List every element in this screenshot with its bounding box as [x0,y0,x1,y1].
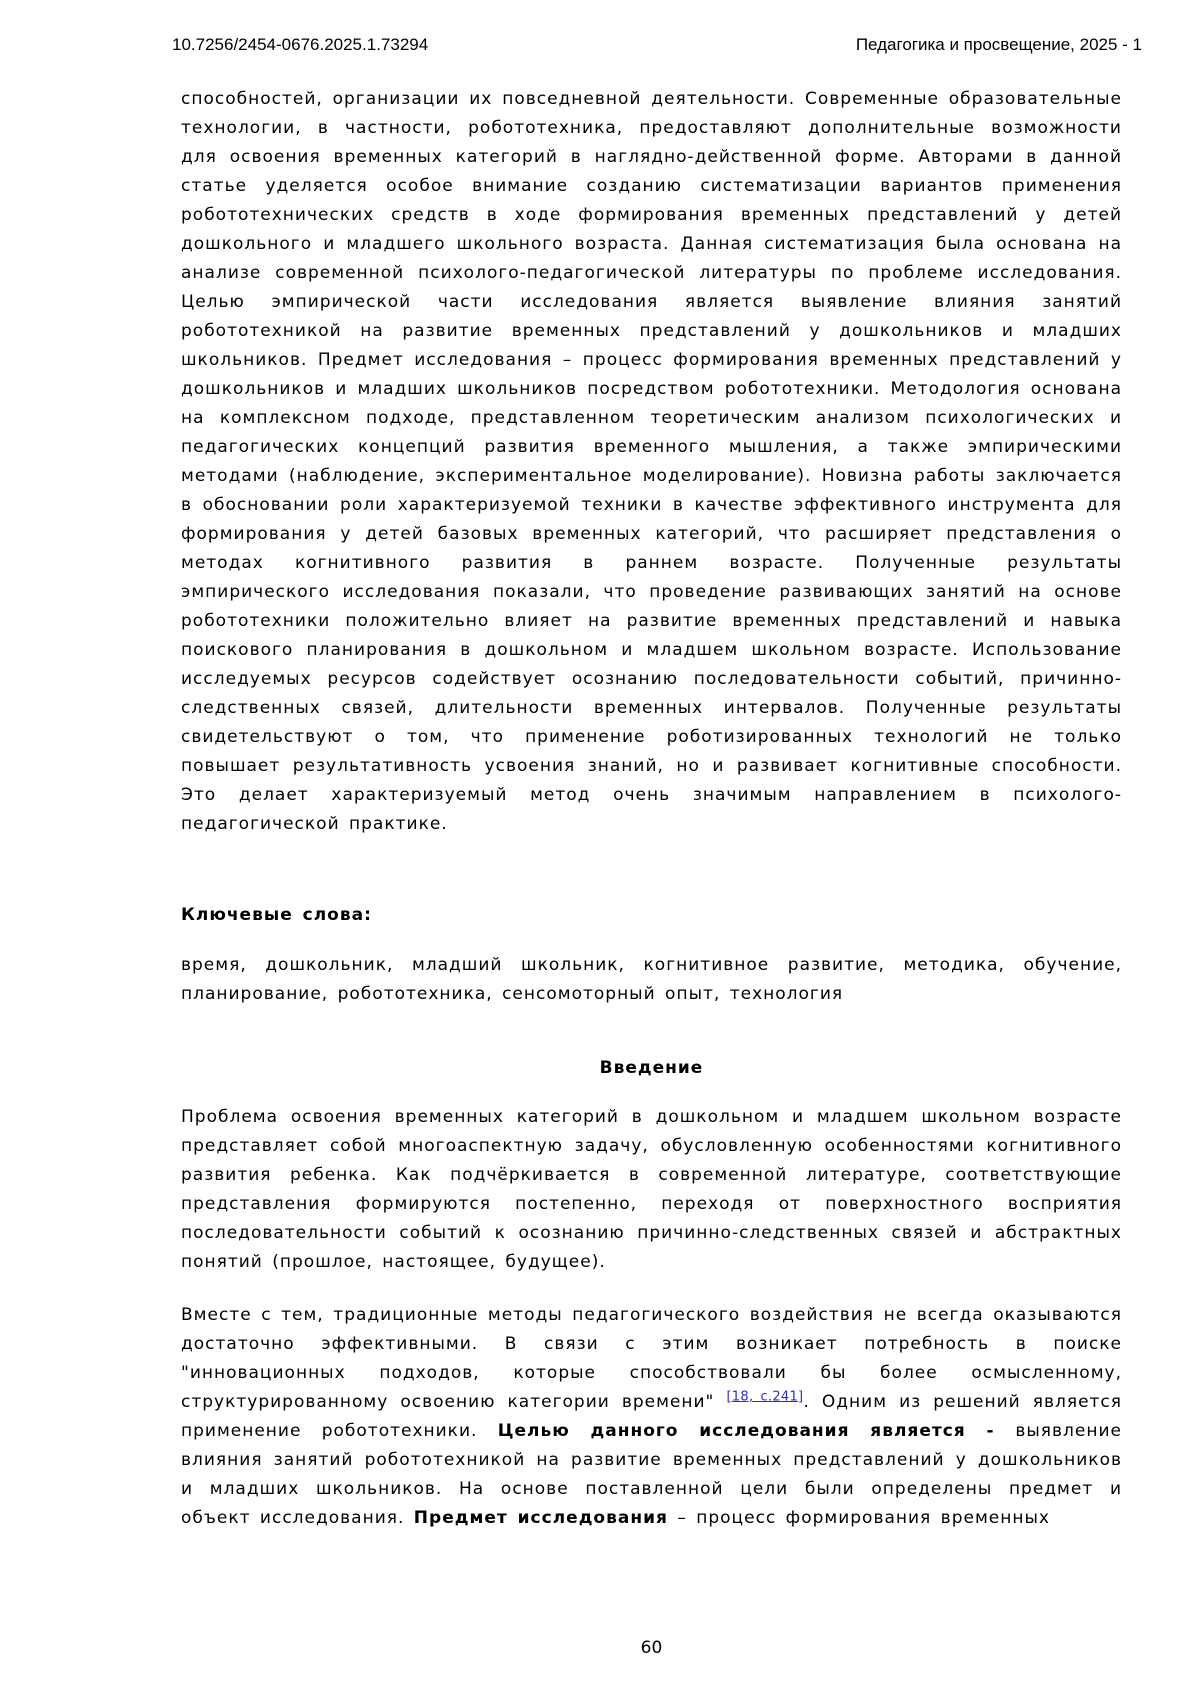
abstract-text: способностей, организации их повседневной деятельности. Современные образовательные технологии, в частности, робототехника, предоставляют дополнительные возможности для освоения временных категорий в наглядно-действенной форме. Авторами в данной статье уделяется особое внимание созданию систематизации вариантов применения робототехнических средств в ходе формирования временных представлений у детей дошкольного и младшего школьного возраста. Данная систематизация была основана на анализе современной психолого-педагогической литературы по проблеме исследования. Целью эмпирической части исследования является выявление влияния занятий робототехникой на развитие временных представлений у дошкольников и младших школьников. Предмет исследования – процесс формирования временных представлений у дошкольников и младших школьников посредством робототехники. Методология основана на комплексном подходе, представленном теоретическим анализом психологических и педагогических концепций развития временного мышления, а также эмпирическими методами (наблюдение, экспериментальное моделирование). Новизна работы заключается в обосновании роли характеризуемой техники в качестве эффективного инструмента для формирования у детей базовых временных категорий, что расширяет представления о методах когнитивного развития в раннем возрасте. Полученные результаты эмпирического исследования показали, что проведение развивающих занятий на основе робототехники положительно влияет на развитие временных представлений и навыка поискового планирования в дошкольном и младшем школьном возрасте. Использование исследуемых ресурсов содействует осознанию последовательности событий, причинно-следственных связей, длительности временных интервалов. Полученные результаты свидетельствуют о том, что применение роботизированных технологий не только повышает результативность усвоения знаний, но и развивает когнитивные способности. Это делает характеризуемый метод очень значимым направлением в психолого-педагогической практике. [181,89,1122,834]
keywords-text: время, дошкольник, младший школьник, когнитивное развитие, методика, обучение, планирование, робототехника, сенсомоторный опыт, технология [181,955,1122,1004]
journal-issue-title: Педагогика и просвещение, 2025 - 1 [855,35,1142,54]
citation-superscript [726,1389,803,1404]
paragraph-text: . Одним из решений является применение робототехники. [181,1392,1123,1441]
introduction-paragraph-2 [181,1301,1122,1533]
introduction-heading: Введение [599,1058,704,1078]
citation-link[interactable]: [18, с.241] [726,1389,804,1405]
paragraph-text: выявление влияния занятий робототехникой на развитие временных представлений у дошкольников и младших школьников. На основе поставленной цели были определены предмет и объект исследования. [181,1421,1122,1528]
doi-text: 10.7256/2454-0676.2025.1.73294 [172,35,429,54]
keywords-label: Ключевые слова: [181,905,372,925]
article-content [181,85,1122,1533]
research-goal-bold: Целью данного исследования является - [497,1421,1016,1441]
page-number: 60 [640,1638,663,1658]
paragraph-text: Вместе с тем, традиционные методы педагогического воздействия не всегда оказываются достаточно эффективными. В связи с этим возникает потребность в поиске "инновационных подходов, которые способствовали бы более осмысленному, структурированному освоению категории времени" [181,1305,1122,1412]
research-subject-bold: Предмет исследования [413,1508,668,1528]
introduction-paragraph-1: Проблема освоения временных категорий в дошкольном и младшем школьном возрасте представляет собой многоаспектную задачу, обусловленную особенностями когнитивного развития ребенка. Как подчёркивается в современной литературе, соответствующие представления формируются постепенно, переходя от поверхностного восприятия последовательности событий к осознанию причинно-следственных связей и абстрактных понятий (прошлое, настоящее, будущее). [181,1107,1122,1272]
paragraph-text: – процесс формирования временных [667,1508,1050,1528]
page-header [0,0,1200,55]
